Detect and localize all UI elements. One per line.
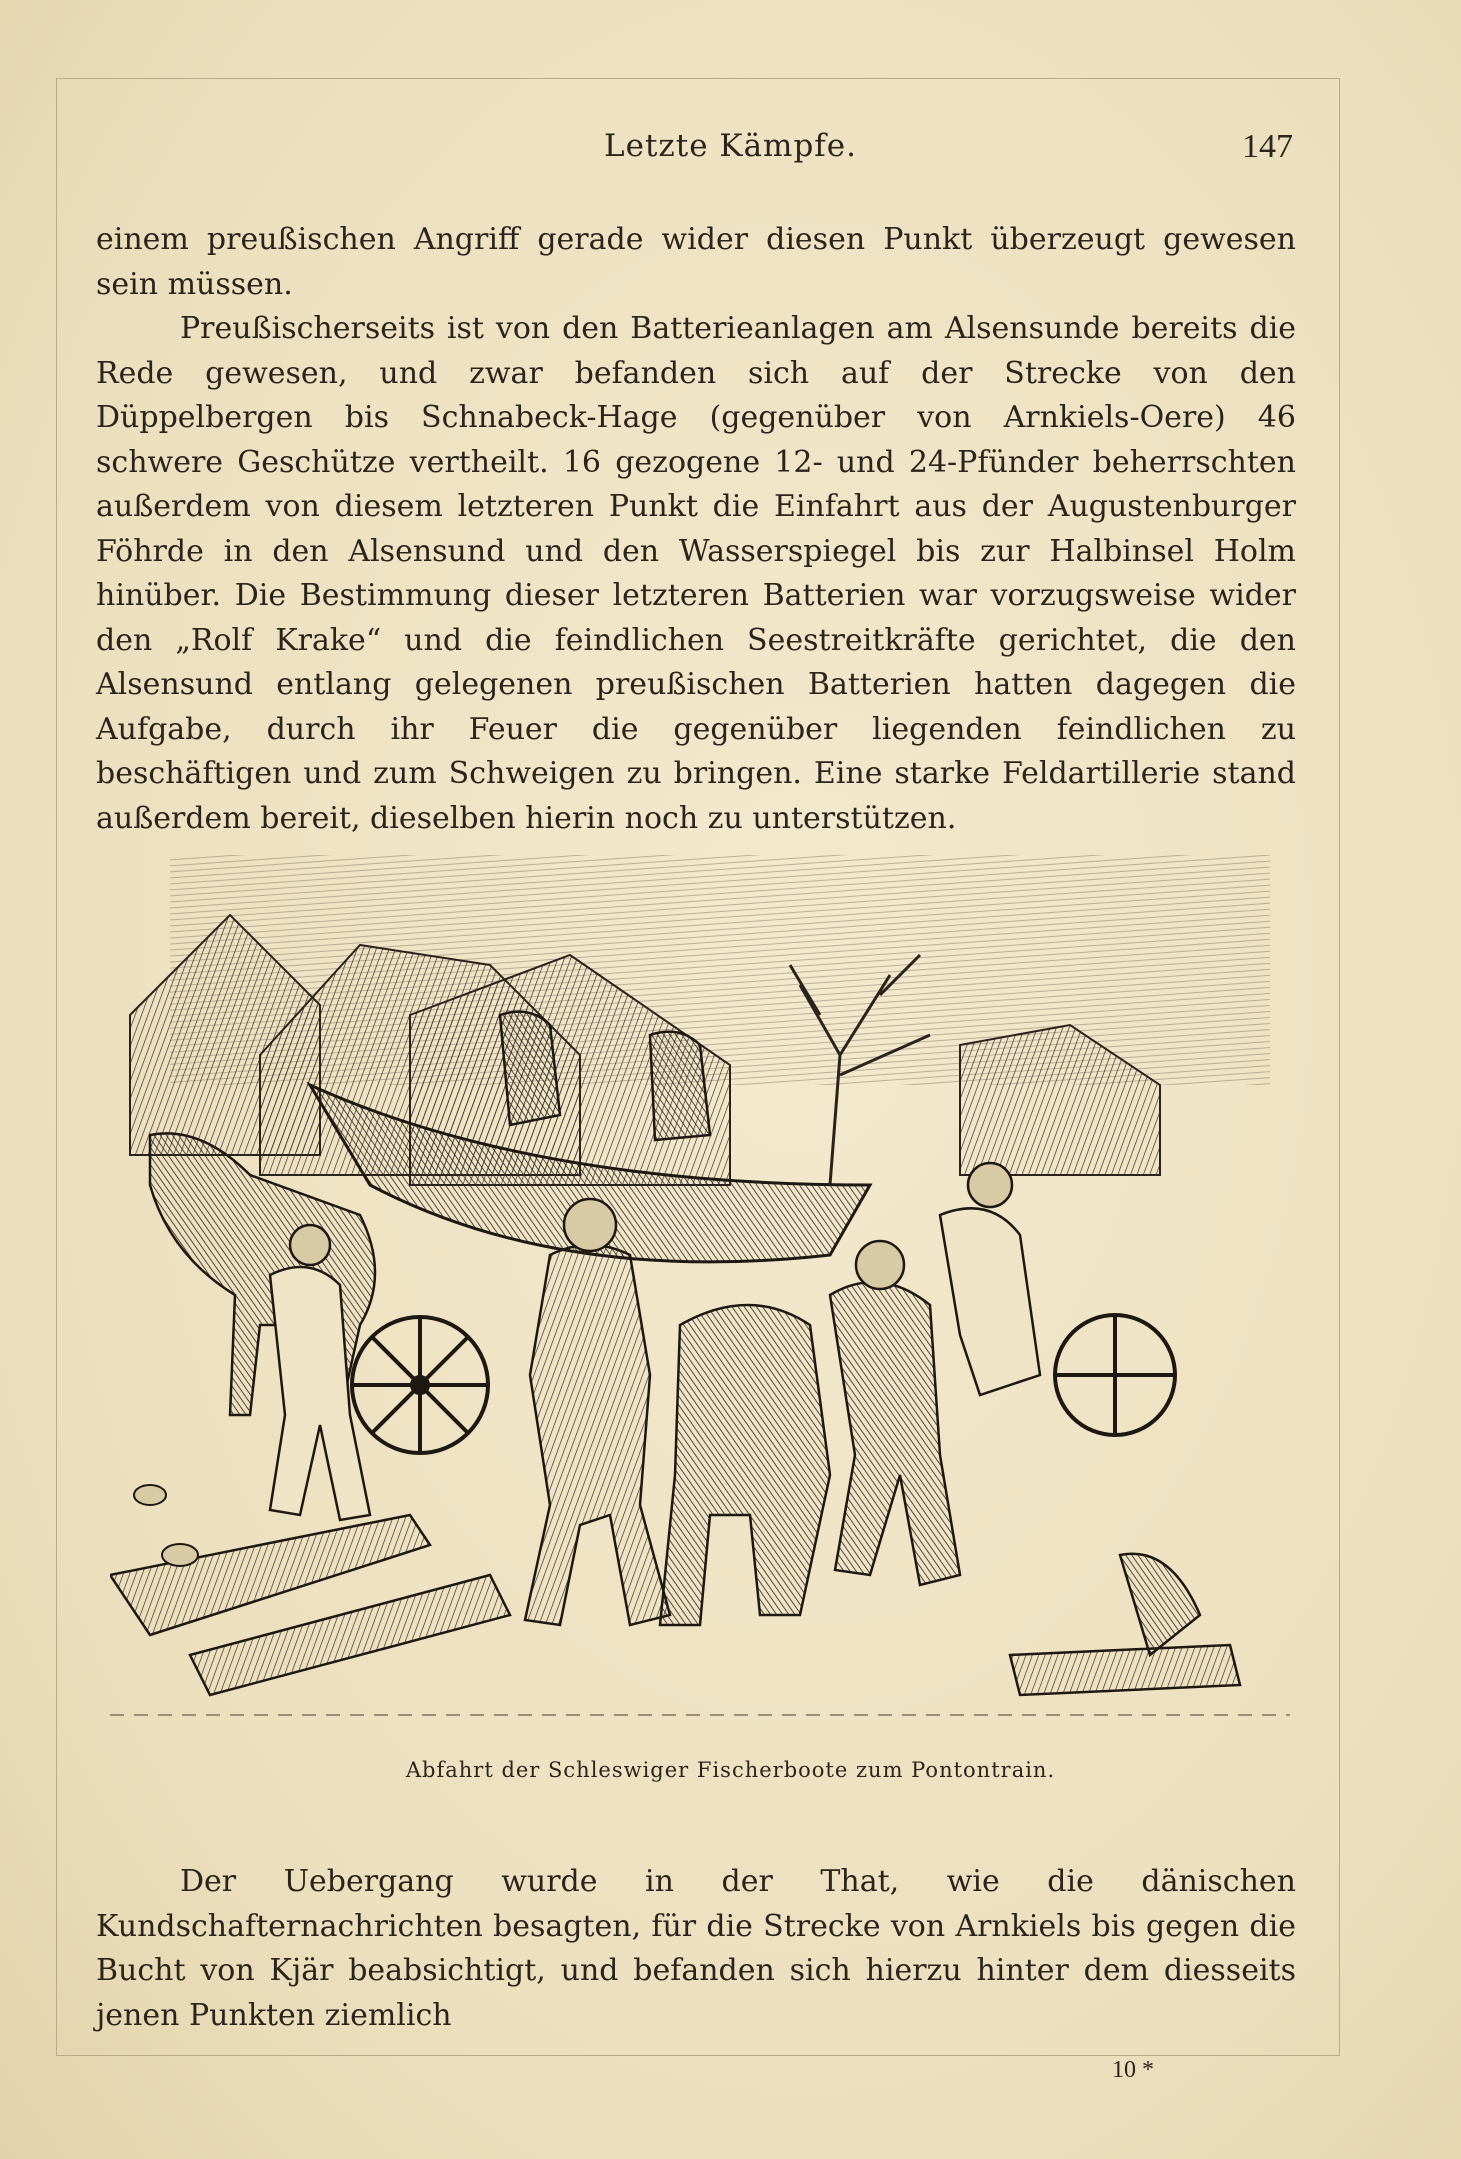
fishing-boats-engraving: [110, 855, 1295, 1740]
running-head: [0, 128, 1461, 168]
body-text-bottom: [96, 1860, 1296, 2038]
body-text-top: [96, 218, 1296, 841]
paragraph-batteries: Preußischerseits ist von den Batterieanlagen am Alsensunde bereits die Rede gewesen, und zwar befanden sich auf der Strecke von den Düppelbergen bis Schnabeck-Hage (gegenüber von Arnkiels-Oere) 46 schwere Geschütze vertheilt. 16 gezogene 12- und 24-Pfünder beherrschten außerdem von diesem letzteren Punkt die Einfahrt aus der Augustenburger Föhrde in den Alsensund und den Wasserspiegel bis zur Halbinsel Holm hinüber. Die Bestimmung dieser letzteren Batterien war vorzugsweise wider den „Rolf Krake“ und die feindlichen Seestreitkräfte gerichtet, die den Alsensund entlang gelegenen preußischen Batterien hatten dagegen die Aufgabe, durch ihr Feuer die gegenüber liegenden feindlichen zu beschäftigen und zum Schweigen zu bringen. Eine starke Feldartillerie stand außerdem bereit, dieselben hierin noch zu unterstützen.: [96, 311, 1296, 836]
figure-caption: Abfahrt der Schleswiger Fischerboote zum Pontontrain.: [405, 1758, 1056, 1782]
page-number: 147: [1242, 128, 1293, 165]
paragraph-crossing: Der Uebergang wurde in der That, wie die dänischen Kundschafternachrichten besagten, für die Strecke von Arnkiels bis gegen die Bucht von Kjär beabsichtigt, und befanden sich hierzu hinter dem diesseits jenen Punkten ziemlich: [96, 1864, 1296, 2033]
running-title: Letzte Kämpfe.: [604, 128, 857, 164]
paragraph-continuation: einem preußischen Angriff gerade wider diesen Punkt überzeugt gewesen sein müssen.: [96, 222, 1296, 302]
engraving-illustration: [110, 855, 1295, 1740]
printer-signature: 10 *: [1112, 2057, 1154, 2083]
ducks: [134, 1485, 198, 1566]
